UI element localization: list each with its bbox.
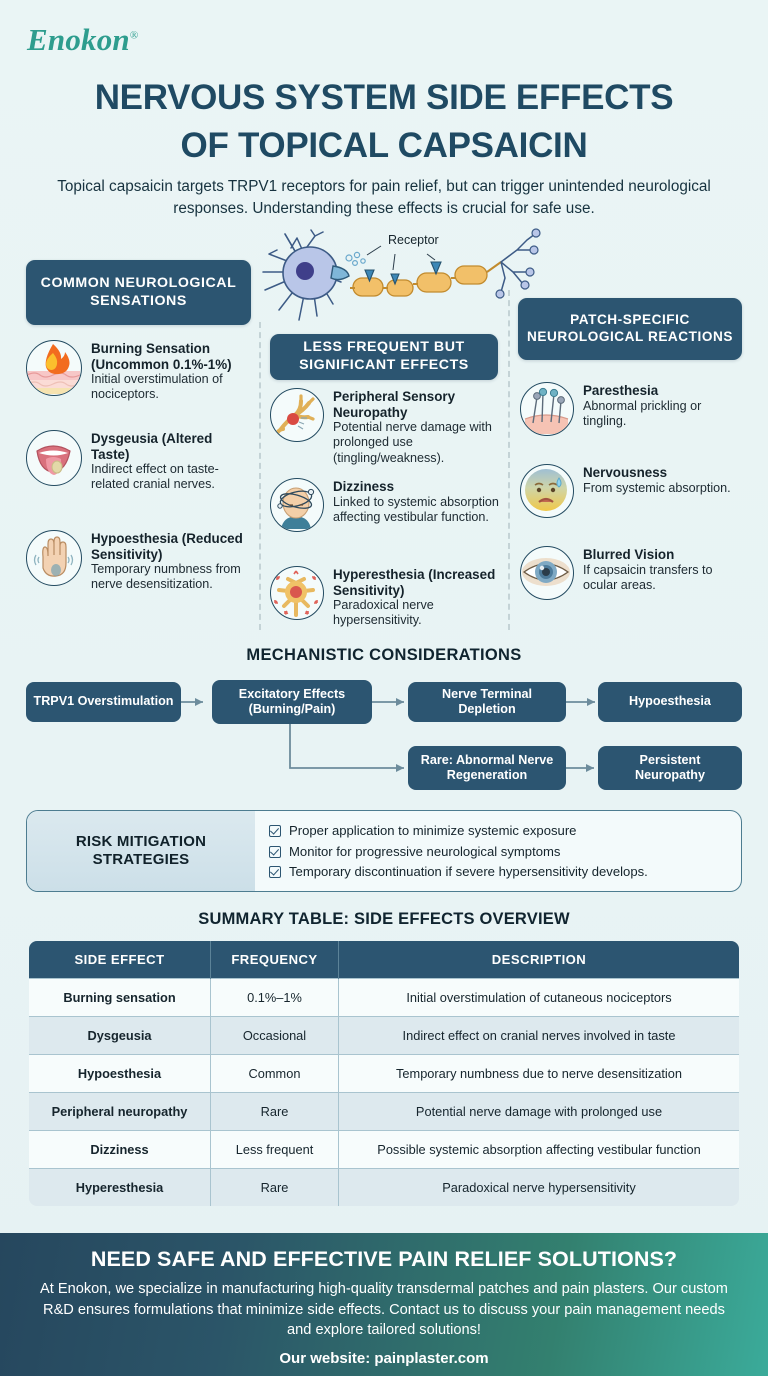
page-title-line2: OF TOPICAL CAPSAICIN bbox=[180, 125, 588, 165]
cell-description: Possible systemic absorption affecting vestibular function bbox=[339, 1131, 740, 1169]
list-item bbox=[26, 430, 254, 493]
cell-side-effect: Dizziness bbox=[29, 1131, 211, 1169]
list-item bbox=[269, 862, 741, 883]
mechanistic-title: MECHANISTIC CONSIDERATIONS bbox=[246, 646, 522, 664]
flame-skin-icon bbox=[26, 340, 82, 396]
table-row bbox=[29, 1055, 740, 1093]
item-desc: If capsaicin transfers to ocular areas. bbox=[583, 562, 713, 592]
list-item bbox=[520, 464, 742, 518]
cell-frequency: 0.1%–1% bbox=[211, 979, 339, 1017]
check-icon bbox=[269, 825, 281, 837]
neuron-illustration bbox=[255, 228, 547, 340]
column-header-side-effect: SIDE EFFECT bbox=[29, 941, 211, 979]
cell-description: Paradoxical nerve hypersensitivity bbox=[339, 1169, 740, 1207]
dizzy-head-icon bbox=[270, 478, 324, 532]
anxious-face-icon bbox=[520, 464, 574, 518]
risk-mitigation-list bbox=[255, 811, 741, 891]
item-title: Peripheral Sensory Neuropathy bbox=[333, 389, 456, 420]
page-subtitle: Topical capsaicin targets TRPV1 receptors for pain relief, but can trigger unintended neurological responses. Understanding these effects is crucial for safe use. bbox=[57, 178, 711, 217]
cell-description: Indirect effect on cranial nerves involved in taste bbox=[339, 1017, 740, 1055]
flow-box-trpv1: TRPV1 Overstimulation bbox=[26, 682, 181, 722]
hypersensitive-neuron-icon bbox=[270, 566, 324, 620]
column-header-description: DESCRIPTION bbox=[339, 941, 740, 979]
item-desc: Indirect effect on taste-related cranial nerves. bbox=[91, 462, 219, 492]
column-divider-1 bbox=[259, 322, 261, 630]
cell-frequency: Common bbox=[211, 1055, 339, 1093]
risk-item-text: Monitor for progressive neurological symptoms bbox=[289, 843, 561, 859]
eye-icon bbox=[520, 546, 574, 600]
summary-table bbox=[28, 940, 740, 1207]
cell-frequency: Less frequent bbox=[211, 1131, 339, 1169]
flow-box-abnormal-regeneration: Rare: Abnormal Nerve Regeneration bbox=[408, 746, 566, 790]
table-row bbox=[29, 1017, 740, 1055]
flow-box-excitatory: Excitatory Effects (Burning/Pain) bbox=[212, 680, 372, 724]
table-header-row bbox=[29, 941, 740, 979]
section-heading-patch-specific: PATCH-SPECIFIC NEUROLOGICAL REACTIONS bbox=[518, 298, 742, 360]
item-desc: Temporary numbness from nerve desensitization. bbox=[91, 562, 241, 592]
item-title: Dysgeusia (Altered Taste) bbox=[91, 431, 213, 462]
cell-side-effect: Hypoesthesia bbox=[29, 1055, 211, 1093]
pins-needles-icon bbox=[520, 382, 574, 436]
cell-side-effect: Peripheral neuropathy bbox=[29, 1093, 211, 1131]
cell-description: Temporary numbness due to nerve desensitization bbox=[339, 1055, 740, 1093]
item-title: Nervousness bbox=[583, 465, 668, 480]
table-row bbox=[29, 1169, 740, 1207]
footer-body: At Enokon, we specialize in manufacturing high-quality transdermal patches and pain plasters. Our custom R&D ensures formulations that minimize side effects. Contact us to discuss your pain management needs and explore tailored solutions! bbox=[40, 1281, 728, 1339]
table-row bbox=[29, 979, 740, 1017]
item-title: Paresthesia bbox=[583, 383, 659, 398]
list-item bbox=[26, 340, 254, 403]
risk-mitigation-panel bbox=[26, 810, 742, 892]
item-desc: From systemic absorption. bbox=[583, 480, 731, 495]
column-header-frequency: FREQUENCY bbox=[211, 941, 339, 979]
footer-cta bbox=[0, 1233, 768, 1376]
item-title: Burning Sensation (Uncommon 0.1%-1%) bbox=[91, 341, 232, 372]
list-item bbox=[520, 382, 742, 436]
item-desc: Linked to systemic absorption affecting vestibular function. bbox=[333, 494, 499, 524]
cell-frequency: Occasional bbox=[211, 1017, 339, 1055]
cell-side-effect: Dysgeusia bbox=[29, 1017, 211, 1055]
list-item bbox=[520, 546, 742, 600]
nerve-damage-icon bbox=[270, 388, 324, 442]
registered-mark: ® bbox=[129, 29, 139, 42]
item-title: Hyperesthesia (Increased Sensitivity) bbox=[333, 567, 496, 598]
list-item bbox=[270, 478, 500, 532]
footer-website[interactable]: Our website: painplaster.com bbox=[279, 1350, 489, 1368]
table-row bbox=[29, 1131, 740, 1169]
cell-side-effect: Burning sensation bbox=[29, 979, 211, 1017]
flow-box-hypoesthesia: Hypoesthesia bbox=[598, 682, 742, 722]
item-title: Blurred Vision bbox=[583, 547, 675, 562]
table-row bbox=[29, 1093, 740, 1131]
cell-description: Initial overstimulation of cutaneous nociceptors bbox=[339, 979, 740, 1017]
cell-frequency: Rare bbox=[211, 1093, 339, 1131]
list-item bbox=[270, 566, 500, 629]
tongue-icon bbox=[26, 430, 82, 486]
list-item bbox=[26, 530, 254, 593]
section-heading-less-frequent: LESS FREQUENT BUT SIGNIFICANT EFFECTS bbox=[270, 334, 498, 380]
list-item bbox=[270, 388, 500, 466]
footer-headline: NEED SAFE AND EFFECTIVE PAIN RELIEF SOLUTIONS? bbox=[90, 1247, 678, 1271]
cell-frequency: Rare bbox=[211, 1169, 339, 1207]
section-heading-common: COMMON NEUROLOGICAL SENSATIONS bbox=[26, 260, 251, 325]
brand-logo bbox=[27, 22, 138, 58]
risk-mitigation-label: RISK MITIGATION STRATEGIES bbox=[27, 811, 255, 891]
list-item bbox=[269, 842, 741, 863]
column-divider-2 bbox=[508, 290, 510, 630]
list-item bbox=[269, 821, 741, 842]
item-desc: Potential nerve damage with prolonged use (tingling/weakness). bbox=[333, 420, 492, 465]
item-title: Dizziness bbox=[333, 479, 395, 494]
item-desc: Initial overstimulation of nociceptors. bbox=[91, 372, 223, 402]
item-desc: Abnormal prickling or tingling. bbox=[583, 398, 702, 428]
page-title-line1: NERVOUS SYSTEM SIDE EFFECTS bbox=[94, 78, 674, 117]
cell-description: Potential nerve damage with prolonged use bbox=[339, 1093, 740, 1131]
check-icon bbox=[269, 866, 281, 878]
summary-table-title: SUMMARY TABLE: SIDE EFFECTS OVERVIEW bbox=[198, 910, 570, 928]
item-desc: Paradoxical nerve hypersensitivity. bbox=[333, 598, 434, 628]
flow-box-terminal-depletion: Nerve Terminal Depletion bbox=[408, 682, 566, 722]
flow-box-persistent-neuropathy: Persistent Neuropathy bbox=[598, 746, 742, 790]
hand-icon bbox=[26, 530, 82, 586]
risk-item-text: Temporary discontinuation if severe hypersensitivity develops. bbox=[289, 864, 648, 880]
risk-item-text: Proper application to minimize systemic exposure bbox=[289, 823, 577, 838]
page-title bbox=[0, 74, 768, 170]
cell-side-effect: Hyperesthesia bbox=[29, 1169, 211, 1207]
item-title: Hypoesthesia (Reduced Sensitivity) bbox=[91, 531, 243, 562]
receptor-label: Receptor bbox=[388, 233, 439, 247]
brand-name: Enokon bbox=[27, 22, 130, 57]
check-icon bbox=[269, 846, 281, 858]
